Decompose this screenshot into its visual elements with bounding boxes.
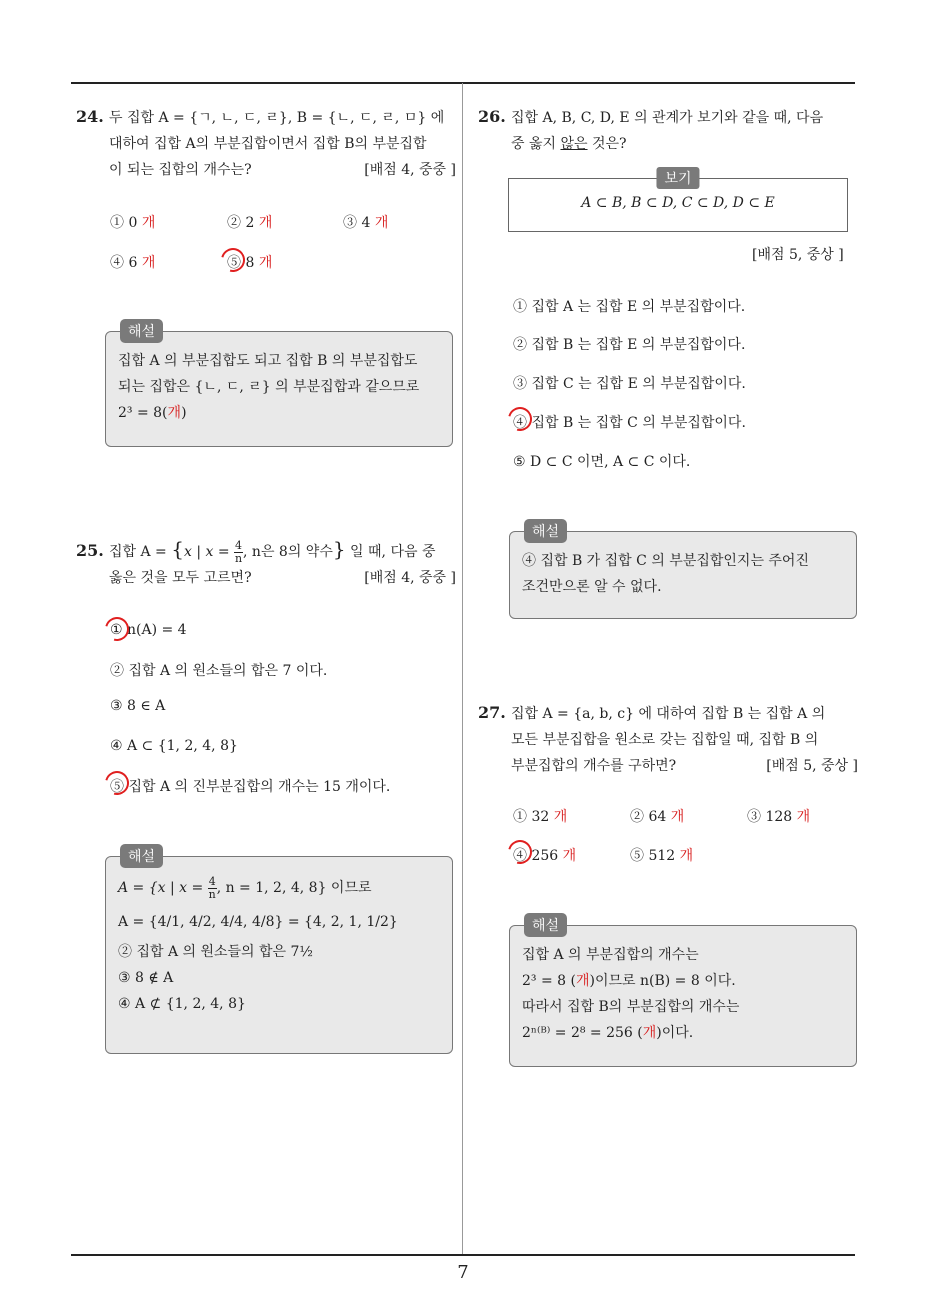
- option-1[interactable]: [110, 212, 155, 232]
- explanation-text: ④ 집합 B 가 집합 C 의 부분집합인지는 주어진: [522, 553, 809, 569]
- question-26: [478, 104, 858, 157]
- option-2[interactable]: ② 집합 B 는 집합 E 의 부분집합이다.: [513, 337, 746, 353]
- explanation-unit: 개: [575, 973, 590, 989]
- option-unit: 개: [553, 809, 568, 825]
- option-label: ① 0: [110, 215, 138, 231]
- option-1[interactable]: [513, 806, 567, 826]
- score-label: [배점 5, 중상 ]: [752, 247, 844, 263]
- explanation-text: ② 집합 A 의 원소들의 합은 7½: [118, 944, 314, 960]
- question-number: 24.: [76, 107, 104, 126]
- explanation-expr: A = {x | x =: [118, 880, 208, 896]
- option-5[interactable]: ⑤ D ⊂ C 이면, A ⊂ C 이다.: [513, 454, 691, 470]
- option-5[interactable]: [630, 845, 693, 865]
- question-text: 일 때, 다음 중: [345, 544, 436, 560]
- option-label: ⑤ 512: [630, 848, 676, 864]
- question-text: 두 집합 A = {ㄱ, ㄴ, ㄷ, ㄹ}, B = {ㄴ, ㄷ, ㄹ, ㅁ} 에: [109, 110, 445, 126]
- question-number: 27.: [478, 703, 506, 722]
- explanation-box: [105, 324, 453, 447]
- explanation-text: 되는 집합은 {ㄴ, ㄷ, ㄹ} 의 부분집합과 같으므로: [118, 379, 420, 395]
- explanation-box: [509, 524, 857, 619]
- explanation-box: [509, 918, 857, 1067]
- bogi-text: A ⊂ B, B ⊂ D, C ⊂ D, D ⊂ E: [581, 195, 775, 211]
- explanation-tag: 해설: [524, 913, 567, 937]
- question-text: 집합 A = {a, b, c} 에 대하여 집합 B 는 집합 A 의: [511, 706, 826, 722]
- question-number: 26.: [478, 107, 506, 126]
- question-25: 25. 집합 A = {x | x = $\frac{4}{n}$ , n은 8의 약수} 일 때, 다음 중 옳은 것을 모두 고르면? [배점 4, 중중 ]: [76, 536, 456, 591]
- numerator: 4: [208, 874, 216, 888]
- option-3[interactable]: ③ 8 ∈ A: [110, 698, 166, 714]
- denominator: n: [234, 551, 243, 565]
- question-text: 모든 부분집합을 원소로 갖는 집합일 때, 집합 B 의: [511, 732, 819, 748]
- explanation-text: ④ A ⊄ {1, 2, 4, 8}: [118, 996, 246, 1012]
- explanation-tag: 해설: [120, 319, 163, 343]
- underlined-word: 않은: [560, 136, 588, 152]
- option-unit: 개: [141, 215, 156, 231]
- option-label: ② 2: [227, 215, 255, 231]
- numerator: 4: [235, 538, 243, 552]
- option-label: ② 64: [630, 809, 667, 825]
- option-5[interactable]: ⑤ 집합 A 의 진부분집합의 개수는 15 개이다.: [110, 779, 391, 795]
- question-text: 이 되는 집합의 개수는?: [109, 162, 252, 178]
- score-label: [배점 5, 중상 ]: [766, 758, 858, 774]
- explanation-tag: 해설: [524, 519, 567, 543]
- bogi-box: [508, 171, 848, 232]
- question-text: 부분집합의 개수를 구하면?: [511, 758, 677, 774]
- option-2[interactable]: [630, 806, 684, 826]
- explanation-expr: )이다.: [656, 1025, 694, 1041]
- explanation-expr: ): [181, 405, 187, 421]
- question-expr: x | x =: [183, 544, 235, 560]
- question-27: [478, 700, 858, 779]
- explanation-unit: 개: [167, 405, 182, 421]
- explanation-text: A = {4/1, 4/2, 4/4, 4/8} = {4, 2, 1, 1/2}: [118, 914, 398, 930]
- explanation-expr: 2³ = 8(: [118, 405, 168, 421]
- question-number: 25.: [76, 541, 104, 560]
- explanation-expr: 2ⁿ⁽ᴮ⁾ = 2⁸ = 256 (: [522, 1025, 643, 1041]
- explanation-unit: 개: [642, 1025, 657, 1041]
- bottom-rule: [71, 1254, 855, 1256]
- explanation-text: [522, 968, 844, 994]
- question-text: 집합 A =: [109, 544, 172, 560]
- option-unit: 개: [670, 809, 685, 825]
- option-3[interactable]: [343, 212, 388, 232]
- question-text: 것은?: [587, 136, 627, 152]
- column-divider: [462, 83, 463, 1255]
- fraction: [208, 876, 217, 901]
- answer-circle-mark: [101, 613, 134, 646]
- explanation-expr: , n = 1, 2, 4, 8} 이므로: [216, 880, 372, 896]
- option-2[interactable]: ② 집합 A 의 원소들의 합은 7 이다.: [110, 663, 328, 679]
- explanation-text: 집합 A 의 부분집합의 개수는: [522, 947, 699, 963]
- explanation-expr: )이므로 n(B) = 8 이다.: [589, 973, 736, 989]
- explanation-box: [105, 849, 453, 1054]
- question-text: 대하여 집합 A의 부분집합이면서 집합 B의 부분집합: [109, 136, 427, 152]
- question-text: 중 옳지: [511, 136, 561, 152]
- explanation-text: 따라서 집합 B의 부분집합의 개수는: [522, 999, 740, 1015]
- explanation-text: [522, 1020, 844, 1046]
- bogi-tag: 보기: [656, 167, 699, 189]
- option-2[interactable]: [227, 212, 272, 232]
- option-unit: 개: [374, 215, 389, 231]
- option-unit: 개: [796, 809, 811, 825]
- score-label: [배점 4, 중중 ]: [364, 570, 456, 586]
- option-unit: 개: [562, 848, 577, 864]
- explanation-text: 조건만으론 알 수 없다.: [522, 579, 662, 595]
- question-24: [76, 104, 456, 183]
- explanation-text: ③ 8 ∉ A: [118, 970, 174, 986]
- explanation-expr: 2³ = 8 (: [522, 973, 576, 989]
- option-4[interactable]: [110, 252, 155, 272]
- option-label: ⑤ 8: [227, 255, 255, 271]
- explanation-text: 집합 A 의 부분집합도 되고 집합 B 의 부분집합도: [118, 353, 418, 369]
- option-label: ① 32: [513, 809, 550, 825]
- option-unit: 개: [141, 255, 156, 271]
- top-rule: [71, 82, 855, 84]
- option-label: ③ 128: [747, 809, 793, 825]
- question-text: 옳은 것을 모두 고르면?: [109, 570, 252, 586]
- option-unit: 개: [679, 848, 694, 864]
- explanation-tag: 해설: [120, 844, 163, 868]
- fraction: [234, 540, 243, 565]
- explanation-text: [118, 400, 440, 426]
- option-3[interactable]: [747, 806, 810, 826]
- option-1[interactable]: ① n(A) = 4: [110, 622, 187, 638]
- option-label: ④ 6: [110, 255, 138, 271]
- option-unit: 개: [258, 255, 273, 271]
- option-label: ④ 256: [513, 848, 559, 864]
- page-number: 7: [457, 1262, 469, 1283]
- option-3[interactable]: ③ 집합 C 는 집합 E 의 부분집합이다.: [513, 376, 746, 392]
- denominator: n: [208, 887, 216, 901]
- explanation-text: [118, 871, 440, 905]
- option-4[interactable]: ④ 집합 B 는 집합 C 의 부분집합이다.: [513, 415, 746, 431]
- option-4[interactable]: ④ A ⊂ {1, 2, 4, 8}: [110, 738, 238, 754]
- question-expr: , n은 8의 약수: [243, 544, 333, 560]
- option-unit: 개: [258, 215, 273, 231]
- score-label: [배점 4, 중중 ]: [364, 162, 456, 178]
- option-1[interactable]: ① 집합 A 는 집합 E 의 부분집합이다.: [513, 299, 746, 315]
- question-text: 집합 A, B, C, D, E 의 관계가 보기와 같을 때, 다음: [511, 110, 824, 126]
- option-label: ③ 4: [343, 215, 371, 231]
